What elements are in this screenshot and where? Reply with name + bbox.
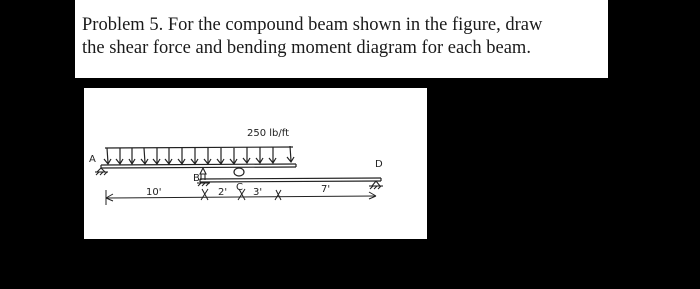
beam-figure-panel [84, 88, 427, 239]
beam-cd [200, 178, 381, 182]
support-d [369, 181, 383, 189]
load-top-line [105, 147, 293, 148]
label-c: C [236, 182, 243, 193]
label-a: A [89, 154, 96, 165]
dim-hinge-c: 3' [253, 187, 263, 198]
problem-line-1: Problem 5. For the compound beam shown in the figure, draw [82, 15, 543, 35]
support-a [95, 168, 108, 175]
dim-b-hinge: 2' [218, 187, 228, 198]
problem-line-2: the shear force and bending moment diagram for each beam. [82, 38, 531, 58]
label-d: D [375, 159, 383, 170]
label-b: B [193, 173, 200, 184]
compound-beam-sketch [84, 88, 427, 239]
problem-statement [82, 14, 602, 60]
distributed-load [104, 146, 294, 164]
dim-c-d: 7' [321, 184, 331, 195]
dim-ab: 10' [146, 187, 162, 198]
hinge-roller [234, 168, 244, 176]
beam-abc [101, 164, 296, 168]
load-label: 250 lb/ft [247, 128, 290, 139]
